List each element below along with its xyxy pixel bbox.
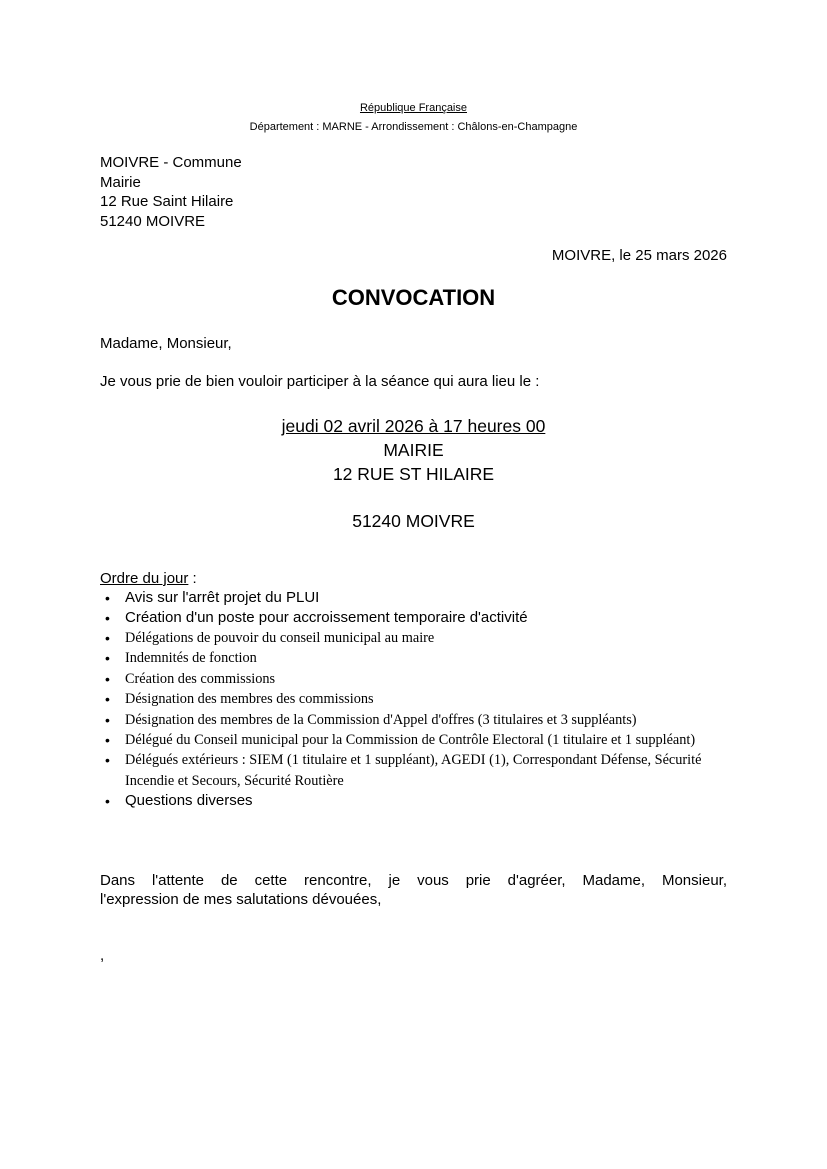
list-item — [100, 588, 727, 608]
list-item — [100, 710, 727, 730]
sender-line-city: 51240 MOIVRE — [100, 212, 206, 230]
closing-paragraph — [100, 871, 727, 909]
agenda-item-text: Indemnités de fonction — [125, 650, 257, 667]
list-item — [100, 730, 727, 750]
agenda-item-text: Avis sur l'arrêt projet du PLUI — [125, 589, 320, 606]
bullet: • — [105, 691, 110, 708]
closing-line-2: l'expression de mes salutations dévouées, — [100, 891, 382, 908]
intro-text: Je vous prie de bien vouloir participer à la séance qui aura lieu le : — [100, 373, 540, 390]
department-line: Département : MARNE - Arrondissement : Châlons-en-Champagne — [249, 121, 578, 133]
agenda-list — [100, 588, 727, 811]
page-title: CONVOCATION — [331, 285, 496, 310]
sender-line-mairie: Mairie — [100, 173, 141, 191]
republic-heading: République Française — [359, 102, 467, 114]
bullet: • — [105, 670, 110, 687]
meeting-place-city: 51240 MOIVRE — [352, 511, 475, 531]
list-item — [100, 791, 727, 811]
signature-placeholder: , — [100, 947, 105, 964]
sender-line-street: 12 Rue Saint Hilaire — [100, 193, 234, 210]
meeting-datetime-text: jeudi 02 avril 2026 à 17 heures 00 — [281, 416, 546, 436]
sender-line-commune: MOIVRE - Commune — [100, 154, 242, 171]
agenda-label: Ordre du jour — [100, 570, 189, 587]
list-item — [100, 669, 727, 689]
bullet: • — [105, 630, 110, 646]
list-item — [100, 750, 727, 791]
meeting-datetime — [0, 415, 827, 438]
list-item — [100, 648, 727, 668]
agenda-item-text: Désignation des membres de la Commission d'Appel d'offres (3 titulaires et 3 suppléants) — [125, 711, 637, 728]
agenda-item-text: Création des commissions — [125, 670, 276, 687]
bullet: • — [105, 752, 110, 769]
agenda-item-text: Délégués extérieurs : SIEM (1 titulaire et 1 suppléant), AGEDI (1), Correspondant Défense, Sécurité Incendie et Secours, Sécurité Routière — [125, 752, 702, 789]
bullet: • — [105, 732, 110, 749]
meeting-place-name: MAIRIE — [383, 440, 444, 460]
bullet: • — [105, 650, 110, 667]
agenda-label-suffix: : — [188, 570, 197, 587]
agenda-heading — [100, 569, 197, 588]
salutation: Madame, Monsieur, — [100, 335, 232, 352]
sender-address — [100, 153, 242, 231]
agenda-item-text: Délégué du Conseil municipal pour la Commission de Contrôle Electoral (1 titulaire et 1 suppléant) — [125, 732, 696, 749]
bullet: • — [105, 590, 110, 606]
list-item — [100, 689, 727, 709]
bullet: • — [105, 711, 110, 728]
meeting-place-street: 12 RUE ST HILAIRE — [332, 464, 495, 484]
agenda-item-text: Désignation des membres des commissions — [125, 691, 374, 708]
closing-line-1: Dans l'attente de cette rencontre, je vous prie d'agréer, Madame, Monsieur, — [100, 872, 727, 889]
bullet: • — [105, 610, 110, 626]
bullet: • — [105, 793, 110, 810]
agenda-item-text: Délégations de pouvoir du conseil municipal au maire — [125, 630, 435, 646]
agenda-item-text: Questions diverses — [125, 792, 253, 810]
agenda-item-text: Création d'un poste pour accroissement temporaire d'activité — [125, 609, 528, 626]
list-item — [100, 608, 727, 628]
list-item — [100, 628, 727, 648]
date-line: MOIVRE, le 25 mars 2026 — [551, 247, 727, 264]
